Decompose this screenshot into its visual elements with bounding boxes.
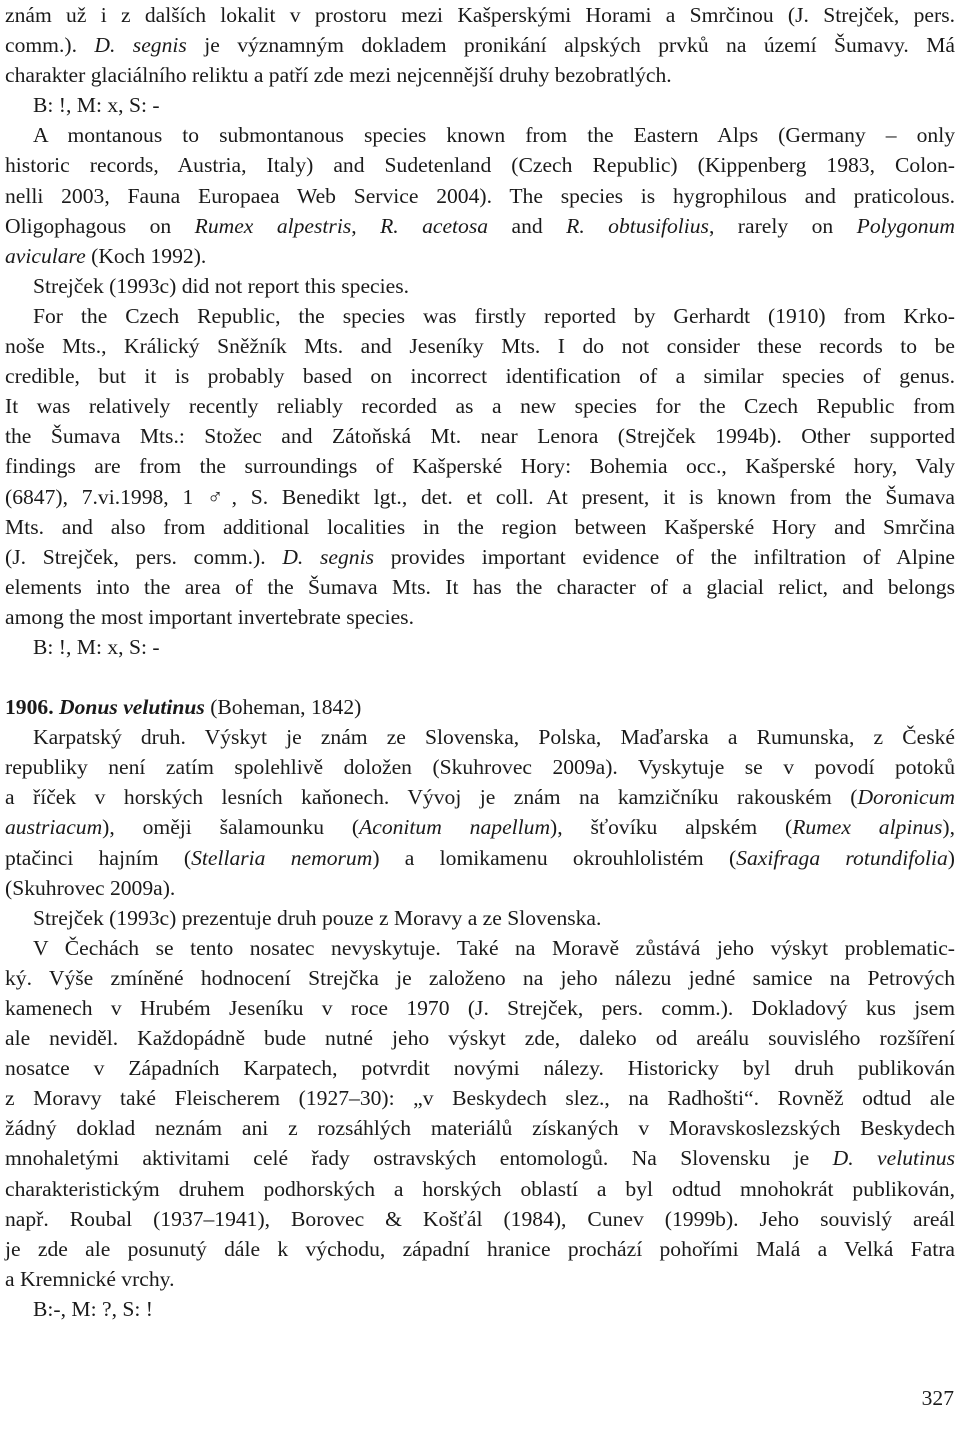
rating-line: B: !, M: x, S: - [33,93,160,118]
text-line: (6847), 7.vi.1998, 1 ♂, S. Benedikt lgt., det. et coll. At present, it is known from the Šumava [5,484,955,509]
text-line: (Skuhrovec 2009a). [5,875,176,900]
text-line: aviculare (Koch 1992). [5,243,207,268]
rating-line: B:-, M: ?, S: ! [33,1296,153,1321]
czech-intro-paragraph [5,0,955,120]
text-line: ptačinci hajním (Stellaria nemorum) a lomikamenu okrouhlolistém (Saxifraga rotundifolia) [5,845,955,870]
text-line: Karpatský druh. Výskyt je znám ze Slovenska, Polska, Maďarska a Rumunska, z České [33,725,955,750]
page-number: 327 [921,1386,954,1410]
text-line: V Čechách se tento nosatec nevyskytuje. Také na Moravě zůstává jeho výskyt problematic- [33,935,955,960]
text-line: noše Mts., Králický Sněžník Mts. and Jeseníky Mts. I do not consider these records to be [5,334,955,359]
text-line: the Šumava Mts.: Stožec and Zátoňská Mt. near Lenora (Strejček 1994b). Other supported [5,424,955,449]
rating-line: B: !, M: x, S: - [33,634,160,659]
species-abbrev: D. [94,33,116,58]
species-number: 1906. [5,695,54,720]
text-line: např. Roubal (1937–1941), Borovec & Košťál (1984), Cunev (1999b). Jeho souvislý areál [5,1206,955,1231]
species-author: (Boheman, 1842) [204,695,362,720]
text-line: austriacum), oměji šalamounku (Aconitum napellum), šťovíku alpském (Rumex alpinus), [5,815,955,840]
english-paragraph [5,120,955,662]
text-line: comm.). D. segnis je významným dokladem pronikání alpských prvků na území Šumavy. Má [5,33,955,58]
text-line: elements into the area of the Šumava Mts. It has the character of a glacial relict, and belongs [5,574,955,599]
text-line: a Kremnické vrchy. [5,1266,175,1291]
text-line: republiky není zatím spolehlivě doložen (Skuhrovec 2009a). Vyskytuje se v povodí potoků [5,755,955,780]
text-line: (J. Strejček, pers. comm.). D. segnis provides important evidence of the infiltration of Alpine [5,544,955,569]
text-line: nosatce v Západních Karpatech, potvrdit novými nálezy. Historicky byl druh publikován [5,1056,955,1081]
text-line: Strejček (1993c) did not report this species. [33,273,409,298]
text-line: charakter glaciálního reliktu a patří zde mezi nejcennější druhy bezobratlých. [5,63,672,88]
text-line: mnohaletými aktivitami celé řady ostravských entomologů. Na Slovensku je D. velutinus [5,1146,955,1171]
text-line: historic records, Austria, Italy) and Sudetenland (Czech Republic) (Kippenberg 1983, Colon- [5,153,955,178]
text-line: je zde ale posunutý dále k východu, západní hranice prochází pohořími Malá a Velká Fatra [5,1236,955,1261]
text-line: znám už i z dalších lokalit v prostoru mezi Kašperskými Horami a Smrčinou (J. Strejček, pers. [5,3,955,27]
text-line: z Moravy také Fleischerem (1927–30): „v Beskydech slez., na Radhošti“. Rovněž odtud ale [5,1086,955,1111]
section-gap [5,662,955,692]
text-line: among the most important invertebrate species. [5,604,414,629]
text-line: A montanous to submontanous species known from the Eastern Alps (Germany – only [33,123,955,148]
text-line: kamenech v Hrubém Jeseníku v roce 1970 (J. Strejček, pers. comm.). Dokladový kus jsem [5,996,955,1020]
text-line: Strejček (1993c) prezentuje druh pouze z Moravy a ze Slovenska. [33,905,602,930]
species-name: Donus velutinus [59,695,205,720]
species-heading [5,692,955,722]
species-epithet: segnis [132,33,187,58]
text-line: findings are from the surroundings of Kašperské Hory: Bohemia occ., Kašperské hory, Valy [5,454,955,479]
text-line: Mts. and also from additional localities in the region between Kašperské Hory and Smrčina [5,514,955,539]
species-entry [5,692,955,1324]
text-line: For the Czech Republic, the species was firstly reported by Gerhardt (1910) from Krko- [33,303,955,328]
text-line: a říček v horských lesních kaňonech. Vývoj je znám na kamzičníku rakouském (Doronicum [5,785,955,810]
text-line: ký. Výše zmíněné hodnocení Strejčka je založeno na jeho nálezu jedné samice na Petrových [5,965,955,990]
text-line: Oligophagous on Rumex alpestris, R. acetosa and R. obtusifolius, rarely on Polygonum [5,213,955,238]
text-line: credible, but it is probably based on incorrect identification of a similar species of genus. [5,364,955,389]
text-line: charakteristickým druhem podhorských a horských oblastí a byl odtud mnohokrát publikován, [5,1176,955,1201]
text-line: It was relatively recently reliably recorded as a new species for the Czech Republic from [5,394,955,419]
text-line: žádný doklad neznám ani z rozsáhlých materiálů získaných v Moravskoslezských Beskydech [5,1116,955,1141]
page-body [5,0,955,1324]
text-line: ale neviděl. Každopádně bude nutné jeho výskyt zde, daleko od areálu souvislého rozšíření [5,1026,955,1051]
text-line: nelli 2003, Fauna Europaea Web Service 2004). The species is hygrophilous and praticolous. [5,183,955,208]
